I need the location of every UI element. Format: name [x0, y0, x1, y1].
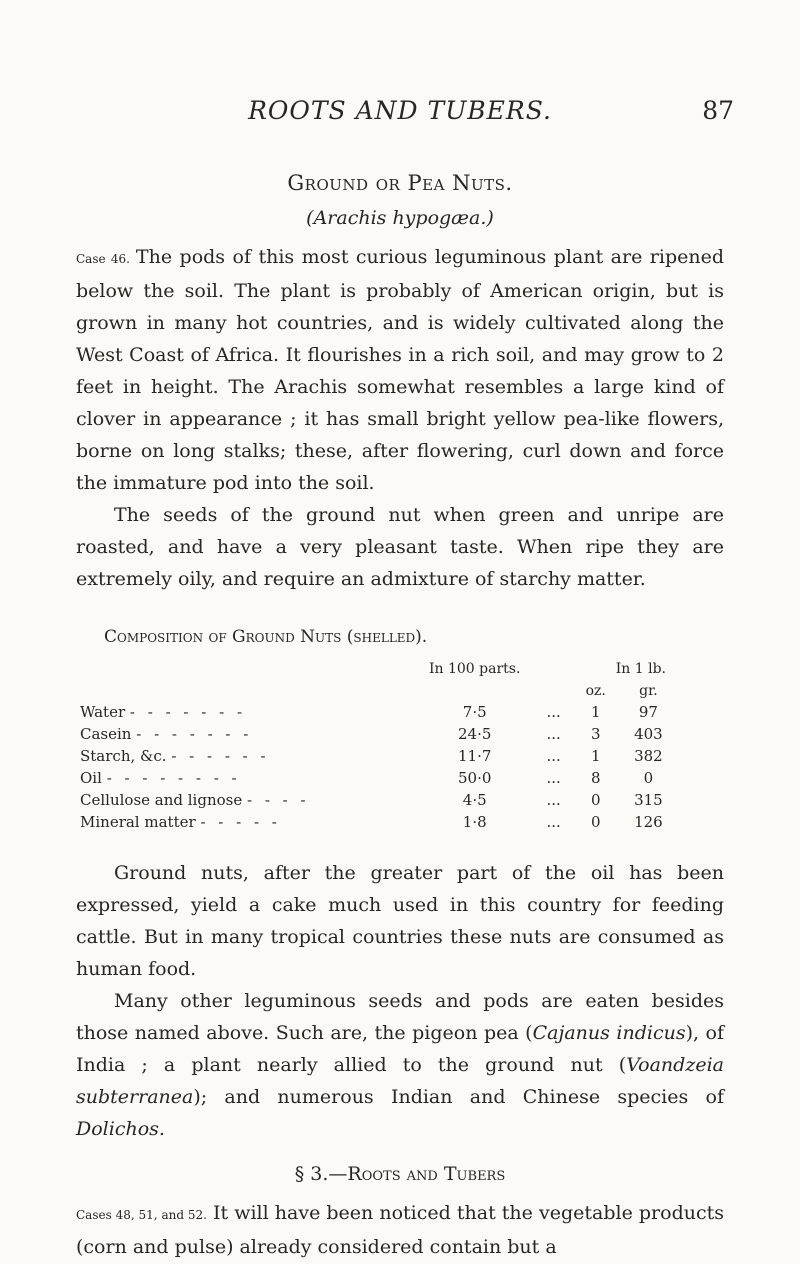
leader-dashes: - - - - -: [200, 813, 281, 831]
header-pct: In 100 parts.: [429, 661, 521, 677]
table-row: [80, 765, 680, 787]
header-lb: In 1 lb.: [615, 661, 666, 677]
leader-dots: ...: [546, 725, 561, 743]
section-title: Ground or Pea Nuts.: [287, 171, 513, 195]
pct-value: 50·0: [458, 769, 492, 787]
oz-value: 1: [590, 747, 601, 765]
nutrient-label: Water: [80, 703, 126, 721]
leader-dashes: - - - - - - -: [136, 725, 253, 743]
pct-value: 7·5: [462, 703, 487, 721]
pct-value: 1·8: [462, 813, 487, 831]
gr-value: 126: [634, 813, 663, 831]
running-head: [76, 96, 734, 136]
gr-value: 382: [634, 747, 663, 765]
paragraph-cake: Ground nuts, after the greater part of the oil has been expressed, yield a cake much used in this country for feeding cattle. But in many tropical countries these nuts are consumed as human food.: [76, 862, 724, 980]
oz-value: 8: [590, 769, 601, 787]
paragraph-roots: [76, 1197, 724, 1263]
unit-oz: oz.: [585, 683, 606, 699]
leader-dashes: - - - - - - - -: [106, 769, 241, 787]
leader-dashes: - - - -: [247, 791, 310, 809]
paragraph-pods: [76, 241, 724, 499]
table-row: [80, 743, 680, 765]
oz-value: 0: [590, 813, 601, 831]
table-row: [80, 721, 680, 743]
table-row: [80, 787, 680, 809]
nutrient-label: Casein: [80, 725, 132, 743]
unit-gr: gr.: [639, 683, 658, 699]
italic-term: Cajanus indicus: [532, 1022, 686, 1044]
table-units-row: [80, 677, 680, 699]
italic-term: Dolichos.: [76, 1118, 165, 1140]
table-row: [80, 809, 680, 831]
leader-dashes: - - - - - -: [171, 747, 270, 765]
leader-dashes: - - - - - - -: [129, 703, 247, 721]
table-body: [80, 699, 680, 831]
nutrient-name: [80, 765, 417, 787]
nutrient-label: Starch, &c.: [80, 747, 167, 765]
nutrient-label: Cellulose and lignose: [80, 791, 243, 809]
nutrient-label: Mineral matter: [80, 813, 196, 831]
nutrient-name: [80, 787, 417, 809]
paragraph-text: It will have been noticed that the vegetable products (corn and pulse) already considered contain but a: [76, 1202, 724, 1258]
running-title: ROOTS AND TUBERS.: [248, 96, 552, 125]
oz-value: 3: [590, 725, 601, 743]
leader-dots: ...: [546, 791, 561, 809]
italic-term: Voandzeia subterranea: [76, 1054, 724, 1108]
nutrient-name: [80, 699, 417, 721]
page: [76, 96, 734, 1263]
text-segment: ), of India ; a plant nearly allied to the ground nut (: [76, 1022, 724, 1076]
gr-value: 403: [634, 725, 663, 743]
roots-section-title: § 3.—Roots and Tubers: [294, 1163, 506, 1185]
case-note: Case 46.: [76, 252, 130, 266]
nutrient-name: [80, 809, 417, 831]
pct-value: 4·5: [462, 791, 487, 809]
table-title: Composition of Ground Nuts (shelled).: [104, 627, 428, 647]
leader-dots: ...: [546, 747, 561, 765]
text-segment: ); and numerous Indian and Chinese species of: [193, 1086, 724, 1108]
table-header-row: [80, 655, 680, 677]
latin-name: (Arachis hypogæa.): [306, 207, 494, 229]
page-number: 87: [702, 96, 734, 125]
leader-dots: ...: [546, 703, 561, 721]
pct-value: 24·5: [458, 725, 492, 743]
table-row: [80, 699, 680, 721]
leader-dots: ...: [546, 813, 561, 831]
pct-value: 11·7: [458, 747, 492, 765]
gr-value: 0: [643, 769, 654, 787]
paragraph-text: The pods of this most curious leguminous plant are ripened below the soil. The plant is probably of American origin, but is grown in many hot countries, and is widely cultivated along the West Coast of Africa. It flourishes in a rich soil, and may grow to 2 feet in height. The Arachis somewhat resembles a large kind of clover in appearance ; it has small bright yellow pea-like flowers, borne on long stalks; these, after flowering, curl down and force the immature pod into the soil.: [76, 246, 724, 494]
leader-dots: ...: [546, 769, 561, 787]
nutrient-name: [80, 743, 417, 765]
nutrient-label: Oil: [80, 769, 102, 787]
nutrient-name: [80, 721, 417, 743]
text-segment: Many other leguminous seeds and pods are eaten besides those named above. Such are, the pigeon pea (: [76, 990, 724, 1044]
oz-value: 1: [590, 703, 601, 721]
composition-table: [80, 655, 680, 831]
oz-value: 0: [590, 791, 601, 809]
cases-note: Cases 48, 51, and 52.: [76, 1208, 207, 1222]
paragraph-legumes: [76, 985, 724, 1145]
gr-value: 315: [634, 791, 663, 809]
paragraph-seeds: The seeds of the ground nut when green and unripe are roasted, and have a very pleasant taste. When ripe they are extremely oily, and require an admixture of starchy matter.: [76, 504, 724, 590]
gr-value: 97: [638, 703, 658, 721]
